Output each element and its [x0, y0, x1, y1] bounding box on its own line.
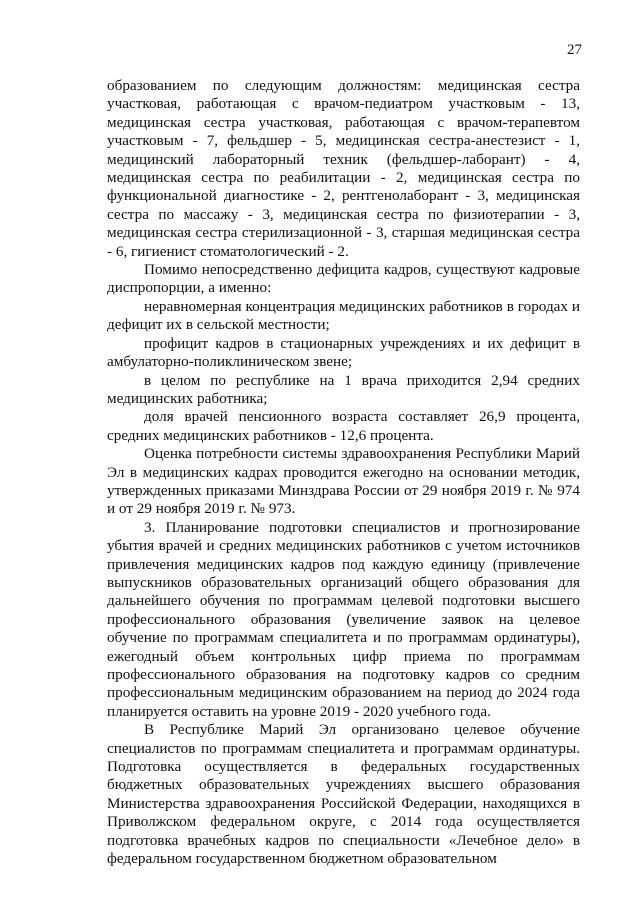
paragraph-uneven-concentration: неравномерная концентрация медицинских работников в городах и дефицит их в сельской местности; — [107, 297, 580, 334]
paragraph-needs-assessment: Оценка потребности системы здравоохранения Республики Марий Эл в медицинских кадрах проводится ежегодно на основании методик, утвержденных приказами Минздрава России от 29 ноября 2019 г. № 974 и от 29 ноября 2019 г. № 973. — [107, 445, 580, 518]
document-body — [107, 77, 580, 868]
paragraph-retirement-age-share: доля врачей пенсионного возраста составляет 26,9 процента, средних медицинских работников - 12,6 процента. — [107, 408, 580, 444]
page-number: 27 — [567, 42, 582, 58]
paragraph-targeted-training: В Республике Марий Эл организовано целевое обучение специалистов по программам специалитета и программам ординатуры. Подготовка осуществляется в федеральных государственных бюджетных образовательных учреждениях высшего образования Министерства здравоохранения Российской Федерации, находящихся в Приволжском федеральном округе, с 2014 года осуществляется подготовка врачебных кадров по специальности «Лечебное дело» в федеральном государственном бюджетном образовательном — [107, 721, 580, 868]
paragraph-surplus-inpatient: профицит кадров в стационарных учреждениях и их дефицит в амбулаторно-поликлиническом звене; — [107, 334, 580, 371]
paragraph-disproportions-intro: Помимо непосредственно дефицита кадров, существуют кадровые диспропорции, а именно: — [107, 261, 580, 297]
paragraph-staff-shortage-list: образованием по следующим должностям: медицинская сестра участковая, работающая с врачом-педиатром участковым - 13, медицинская сестра участковая, работающая с врачом-терапевтом участковым - 7, фельдшер - 5, медицинская сестра-анестезист - 1, медицинский лабораторный техник (фельдшер-лаборант) - 4, медицинская сестра по реабилитации - 2, медицинская сестра по функциональной диагностике - 2, рентгенолаборант - 3, медицинская сестра по массажу - 3, медицинская сестра по физиотерапии - 3, медицинская сестра стерилизационной - 3, старшая медицинская сестра - 6, гигиенист стоматологический - 2. — [107, 77, 580, 260]
paragraph-ratio-per-doctor: в целом по республике на 1 врача приходится 2,94 средних медицинских работника; — [107, 371, 580, 407]
paragraph-training-planning: 3. Планирование подготовки специалистов и прогнозирование убытия врачей и средних медицинских работников с учетом источников привлечения медицинских кадров под каждую единицу (привлечение выпускников образовательных организаций общего образования для дальнейшего обучения по программам целевой подготовки высшего профессионального образования (увеличение заявок на целевое обучение по программам специалитета и по программам ординатуры), ежегодный объем контрольных цифр приема по программам профессионального образования на подготовку кадров со средним профессиональным медицинским образованием на период до 2024 года планируется оставить на уровне 2019 - 2020 учебного года. — [107, 518, 580, 720]
